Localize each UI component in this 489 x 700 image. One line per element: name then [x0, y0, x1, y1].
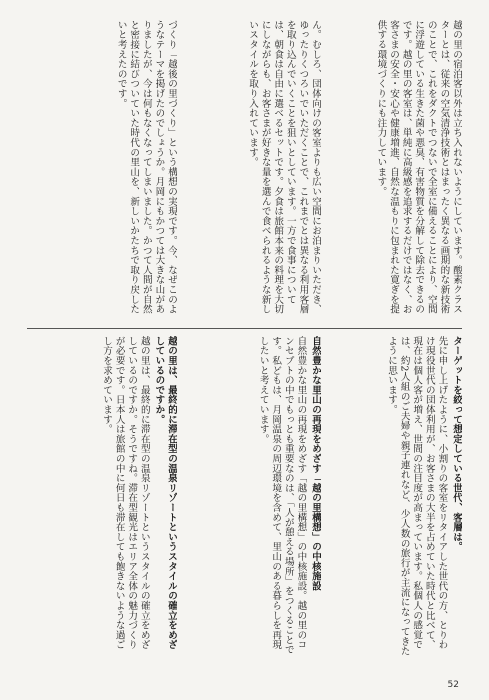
- section-heading-satoyama: 自然豊かな里山の再現をめざす「越の里構想」の中核施設: [310, 336, 321, 591]
- text-column-bottom-middle: [193, 336, 321, 658]
- text-column-top-middle: ん。むしろ、団体向けの客室よりも広い空間にお泊まりいただき、ゆったりくつろいでいただくことで、これまでとは異なる利用客層を取り込んでいくことを狙いとしています。一方で食事については、朝食は自由に選べるセットです。夕食は旅館本来の料理を大切にしながらも、お客さまが好きな量を選んで食べられるような新しいスタイルを取り入れています。: [247, 20, 321, 314]
- body-text-bottom-left: 越の里は、最終的に滞在型の温泉リゾートというスタイルの確立をめざしているのですか。そうですね。滞在型観光はエリア全体の魅力づくりが必要です。日本人は旅館の中に何日も滞在しても飽きないような過ごし方を求めています。: [101, 336, 150, 650]
- text-column-bottom-right: [336, 336, 462, 658]
- text-column-top-left: づくり「越後の里づくり」という構想の実現です。今、なぜこのようなテーマを掲げたのでしょうか。月岡にもかつては大きな山がありましたが、今は何もなくなってしまいました。かつて人間が自然と密接に結びついていた時代の里山を、新しいかたちで取り戻したいと考えたのです。: [115, 20, 177, 314]
- text-column-top-right: 越の里の宿泊客以外は立ち入れないようにしています。酸素クラスターとは、従来の空気清浄技術とはまったく異なる画期的な新技術のことで、これをダクトでつないで全室に備えることにより、空間に浮遊している生きた菌や悪臭、有害物質を分解して除去できるのです。越の里の客室は、単純に高級感を追求するだけではなく、お客さまの安全・安心や健康増進、自然な温もりに包まれた寛ぎを提供する環境づくりにも注力しています。: [375, 20, 462, 314]
- horizontal-divider: [27, 328, 462, 329]
- body-text-bottom-right: 先に申し上げたように、小割りの客室をリタイアした世代の方、とりわけ現役世代の団体利用が、お客さまの大半を占めていた時代と比べて、現在は個人客が増え、世間の注目度が高まっています。私個人の感覚では、約2人組のご夫婦や親子連れなど、少人数の旅行が主流になってきたように思います。: [386, 336, 448, 656]
- text-column-bottom-left: [27, 336, 177, 658]
- page-number: 52: [447, 680, 459, 690]
- body-text-bottom-middle: 自然豊かな里山の再現をめざす「越の里構想」の中核施設。越の里のコンセプトの中でもっとも重要なのは、「人が憩える場所」をつくることです。私どもは、月岡温泉の周辺環境を含めて、里山のある暮らしを再現したいと考えています。: [257, 336, 307, 655]
- subheading-resort-style: 越の里は、最終的に滞在型の温泉リゾートというスタイルの確立をめざしているのですか。: [153, 336, 177, 650]
- subheading-target-generation: ターゲットを絞って想定している世代、客層は。: [451, 336, 462, 552]
